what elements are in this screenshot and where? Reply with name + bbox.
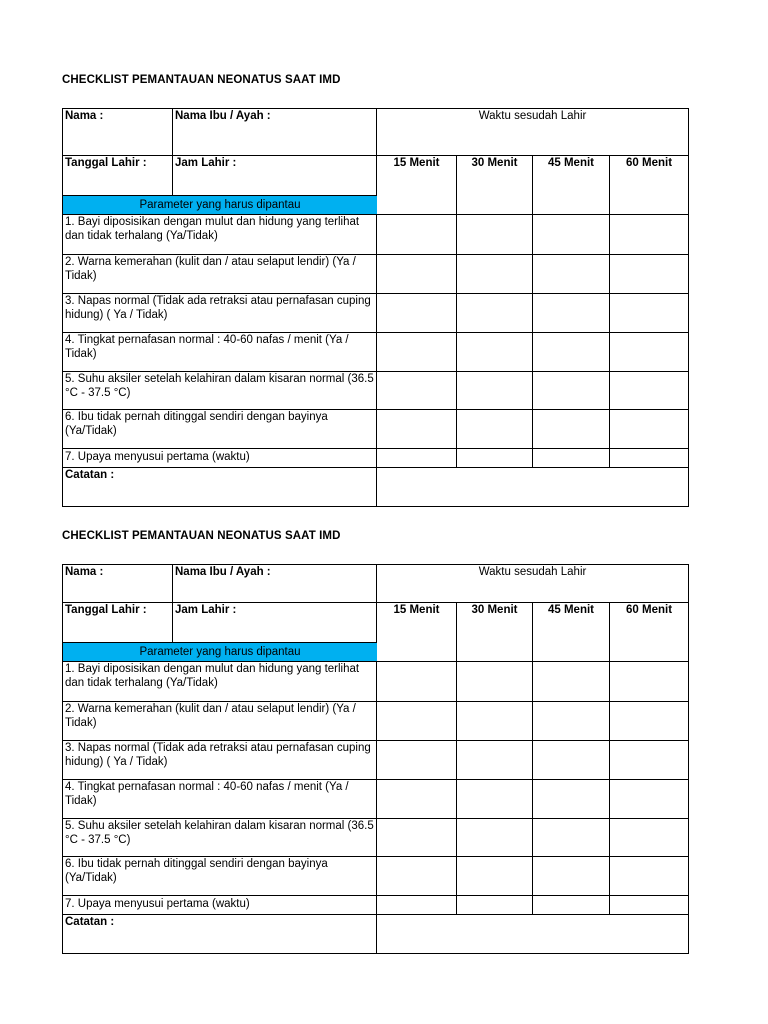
parameter-row-1: 1. Bayi diposisikan dengan mulut dan hidung yang terlihat dan tidak terhalang (Ya/Tidak) <box>63 215 377 255</box>
parameter-header-label: Parameter yang harus dipantau <box>139 199 301 211</box>
parameter-row-2: 2. Warna kemerahan (kulit dan / atau selaput lendir) (Ya / Tidak) <box>63 702 377 741</box>
check-cell[interactable] <box>533 780 610 819</box>
nama-ibu-ayah-label: Nama Ibu / Ayah : <box>175 110 271 122</box>
check-cell[interactable] <box>457 741 533 780</box>
check-cell[interactable] <box>533 449 610 468</box>
check-cell[interactable] <box>457 780 533 819</box>
check-cell[interactable] <box>377 662 457 702</box>
check-cell[interactable] <box>610 780 689 819</box>
time-col-60: 60 Menit <box>610 603 689 662</box>
check-cell[interactable] <box>377 255 457 294</box>
check-cell[interactable] <box>610 896 689 915</box>
check-cell[interactable] <box>377 780 457 819</box>
nama-ibu-ayah-field[interactable] <box>173 565 377 603</box>
catatan-label: Catatan : <box>63 468 377 507</box>
tanggal-lahir-label: Tanggal Lahir : <box>65 604 147 616</box>
check-cell[interactable] <box>610 662 689 702</box>
check-cell[interactable] <box>533 662 610 702</box>
parameter-row-3: 3. Napas normal (Tidak ada retraksi atau pernafasan cuping hidung) ( Ya / Tidak) <box>63 741 377 780</box>
check-cell[interactable] <box>457 255 533 294</box>
time-col-30: 30 Menit <box>457 156 533 215</box>
jam-lahir-field[interactable] <box>173 603 377 643</box>
check-cell[interactable] <box>610 372 689 410</box>
time-col-60: 60 Menit <box>610 156 689 215</box>
parameter-row-1: 1. Bayi diposisikan dengan mulut dan hidung yang terlihat dan tidak terhalang (Ya/Tidak) <box>63 662 377 702</box>
jam-lahir-label: Jam Lahir : <box>175 157 237 169</box>
check-cell[interactable] <box>533 857 610 896</box>
check-cell[interactable] <box>610 333 689 372</box>
check-cell[interactable] <box>377 215 457 255</box>
check-cell[interactable] <box>457 662 533 702</box>
parameter-row-7: 7. Upaya menyusui pertama (waktu) <box>63 896 377 915</box>
check-cell[interactable] <box>457 857 533 896</box>
check-cell[interactable] <box>533 819 610 857</box>
time-col-30: 30 Menit <box>457 603 533 662</box>
catatan-label: Catatan : <box>63 915 377 954</box>
parameter-row-7: 7. Upaya menyusui pertama (waktu) <box>63 449 377 468</box>
check-cell[interactable] <box>377 294 457 333</box>
check-cell[interactable] <box>610 449 689 468</box>
check-cell[interactable] <box>377 372 457 410</box>
time-col-15: 15 Menit <box>377 603 457 662</box>
check-cell[interactable] <box>457 702 533 741</box>
check-cell[interactable] <box>457 896 533 915</box>
parameter-row-6: 6. Ibu tidak pernah ditinggal sendiri dengan bayinya (Ya/Tidak) <box>63 857 377 896</box>
check-cell[interactable] <box>533 741 610 780</box>
check-cell[interactable] <box>610 410 689 449</box>
check-cell[interactable] <box>377 896 457 915</box>
jam-lahir-label: Jam Lahir : <box>175 604 237 616</box>
parameter-row-2: 2. Warna kemerahan (kulit dan / atau selaput lendir) (Ya / Tidak) <box>63 255 377 294</box>
check-cell[interactable] <box>457 410 533 449</box>
waktu-sesudah-lahir-header: Waktu sesudah Lahir <box>377 109 689 156</box>
parameter-row-4: 4. Tingkat pernafasan normal : 40-60 nafas / menit (Ya / Tidak) <box>63 780 377 819</box>
check-cell[interactable] <box>533 896 610 915</box>
time-col-45: 45 Menit <box>533 603 610 662</box>
check-cell[interactable] <box>533 294 610 333</box>
parameter-row-5: 5. Suhu aksiler setelah kelahiran dalam kisaran normal (36.5 °C - 37.5 °C) <box>63 819 377 857</box>
nama-field[interactable] <box>63 109 173 156</box>
check-cell[interactable] <box>377 819 457 857</box>
catatan-field[interactable] <box>377 468 689 507</box>
check-cell[interactable] <box>610 702 689 741</box>
check-cell[interactable] <box>533 410 610 449</box>
nama-ibu-ayah-field[interactable] <box>173 109 377 156</box>
parameter-row-6: 6. Ibu tidak pernah ditinggal sendiri dengan bayinya (Ya/Tidak) <box>63 410 377 449</box>
nama-ibu-ayah-label: Nama Ibu / Ayah : <box>175 566 271 578</box>
nama-field[interactable] <box>63 565 173 603</box>
parameter-row-4: 4. Tingkat pernafasan normal : 40-60 nafas / menit (Ya / Tidak) <box>63 333 377 372</box>
check-cell[interactable] <box>377 741 457 780</box>
check-cell[interactable] <box>533 255 610 294</box>
time-col-15: 15 Menit <box>377 156 457 215</box>
check-cell[interactable] <box>610 741 689 780</box>
check-cell[interactable] <box>533 215 610 255</box>
form-title: CHECKLIST PEMANTAUAN NEONATUS SAAT IMD <box>62 530 341 542</box>
check-cell[interactable] <box>377 449 457 468</box>
tanggal-lahir-label: Tanggal Lahir : <box>65 157 147 169</box>
nama-label: Nama : <box>65 110 104 122</box>
parameter-header-bar-1 <box>63 195 377 214</box>
check-cell[interactable] <box>377 410 457 449</box>
parameter-header-label: Parameter yang harus dipantau <box>139 646 301 658</box>
parameter-header-bar-2 <box>63 642 377 661</box>
check-cell[interactable] <box>610 819 689 857</box>
check-cell[interactable] <box>457 215 533 255</box>
check-cell[interactable] <box>457 294 533 333</box>
check-cell[interactable] <box>457 333 533 372</box>
check-cell[interactable] <box>377 702 457 741</box>
form-title: CHECKLIST PEMANTAUAN NEONATUS SAAT IMD <box>62 74 341 86</box>
jam-lahir-field[interactable] <box>173 156 377 196</box>
parameter-row-5: 5. Suhu aksiler setelah kelahiran dalam kisaran normal (36.5 °C - 37.5 °C) <box>63 372 377 410</box>
check-cell[interactable] <box>457 449 533 468</box>
nama-label: Nama : <box>65 566 104 578</box>
check-cell[interactable] <box>533 372 610 410</box>
check-cell[interactable] <box>457 819 533 857</box>
checklist-table <box>62 108 689 507</box>
checklist-table <box>62 564 689 954</box>
check-cell[interactable] <box>610 255 689 294</box>
check-cell[interactable] <box>610 215 689 255</box>
waktu-sesudah-lahir-header: Waktu sesudah Lahir <box>377 565 689 603</box>
check-cell[interactable] <box>533 702 610 741</box>
catatan-field[interactable] <box>377 915 689 954</box>
check-cell[interactable] <box>377 333 457 372</box>
parameter-row-3: 3. Napas normal (Tidak ada retraksi atau pernafasan cuping hidung) ( Ya / Tidak) <box>63 294 377 333</box>
time-col-45: 45 Menit <box>533 156 610 215</box>
check-cell[interactable] <box>457 372 533 410</box>
check-cell[interactable] <box>610 857 689 896</box>
check-cell[interactable] <box>377 857 457 896</box>
check-cell[interactable] <box>533 333 610 372</box>
check-cell[interactable] <box>610 294 689 333</box>
